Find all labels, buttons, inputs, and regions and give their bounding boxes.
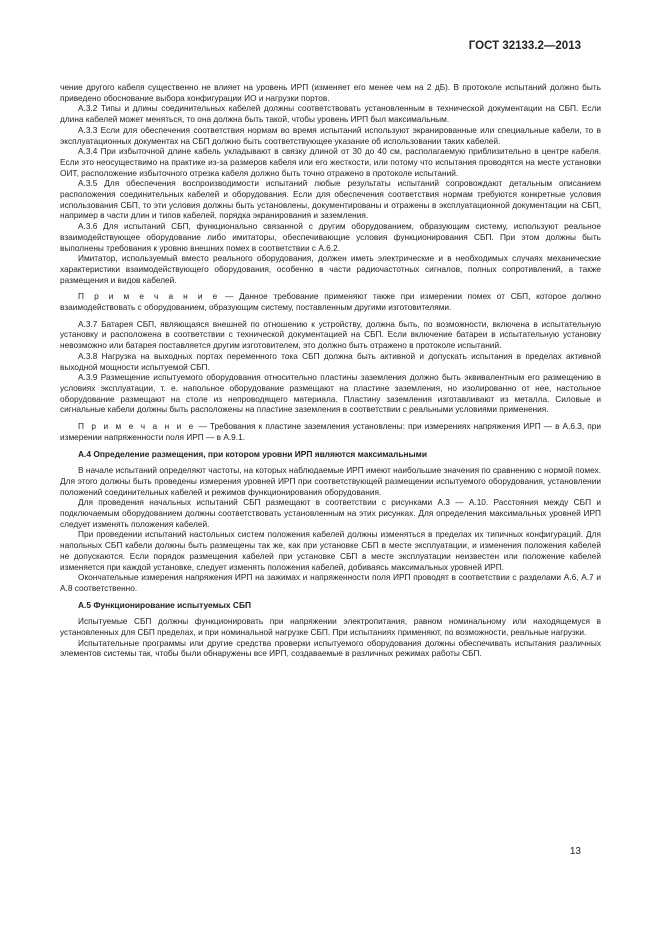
paragraph: В начале испытаний определяют частоты, на которых наблюдаемые ИРП имеют наибольшие значения по сравнению с нормой помех. Для этого должны быть проведены измерения уровней ИРП при соответствующей размещении испытуемого оборудования, установлении положений соединительных кабелей и режимов функционирования оборудования.: [60, 465, 601, 497]
paragraph-a3-5: А.3.5 Для обеспечения воспроизводимости испытаний любые результаты испытаний сопровождают детальным описанием расположения соединительных кабелей и оборудования. Если для обеспечения соответствия нормам требуются конкретные условия использования СБП, то эти условия должны быть установлены, документированы и отражены в эксплуатационной документации на СБП, например в части длин и типов кабелей, порядка экранирования и заземления.: [60, 178, 601, 221]
paragraph: Испытательные программы или другие средства проверки испытуемого оборудования должны обеспечивать испытания различных элементов системы так, чтобы были обнаружены все ИРП, создаваемые в различных режимах работы СБП.: [60, 637, 601, 659]
paragraph-a3-9: А.3.9 Размещение испытуемого оборудования относительно пластины заземления должно быть эквивалентным его размещению в условиях эксплуатации, т. е. напольное оборудование размещают на пластине заземления, но изолированно от нее, настольное оборудование размещают на столе из непроводящего материала. Пластину заземления изготавливают из металла. Силовые и сигнальные кабели должны быть расположены на пластине заземления в соответствии с реальными условиями применения.: [60, 372, 601, 415]
page-content: [60, 82, 601, 659]
paragraph: Для проведения начальных испытаний СБП размещают в соответствии с рисунками А.3 — А.10. Расстояния между СБП и подключаемым оборудованием должны соответствовать установленным на этих рисунках. Для определения максимальных уровней ИРП следует изменять положения кабелей.: [60, 497, 601, 529]
note-2: [60, 421, 601, 442]
page-number: 13: [569, 846, 581, 857]
paragraph-a3-2: А.3.2 Типы и длины соединительных кабелей должны соответствовать установленным в технической документации на СБП. Если длина кабелей может меняться, то она должна быть такой, чтобы уровень ИРП был максимальным.: [60, 103, 601, 125]
note-text: — Данное требование применяют также при измерении помех от СБП, которое должно взаимодействовать с оборудованием, образующим систему, поставленным другими изготовителями.: [60, 291, 601, 313]
note-1: [60, 291, 601, 312]
paragraph: Окончательные измерения напряжения ИРП на зажимах и напряженности поля ИРП проводят в соответствии с разделами А.6, А.7 и А.8 соответственно.: [60, 572, 601, 593]
paragraph-simulator: Имитатор, используемый вместо реального оборудования, должен иметь электрические и в необходимых случаях механические характеристики взаимодействующего оборудования, особенно в части радиочастотных сигналов, полных сопротивлений, а также размещения и видов кабелей.: [60, 253, 601, 285]
paragraph-a3-8: А.3.8 Нагрузка на выходных портах переменного тока СБП должна быть активной и допускать испытания в пределах активной выходной мощности испытуемой СБП.: [60, 350, 601, 372]
paragraph: чение другого кабеля существенно не влияет на уровень ИРП (изменяет его менее чем на 2 дБ). В протоколе испытаний должно быть приведено обоснование выбора конфигурации ИО и нагрузки портов.: [60, 82, 601, 103]
section-heading-a4: А.4 Определение размещения, при котором уровни ИРП являются максимальными: [78, 448, 428, 459]
paragraph-a3-7: А.3.7 Батарея СБП, являющаяся внешней по отношению к устройству, должна быть, по возможности, включена в испытательную установку и расположена в соответствии с технической документацией на СБП. Если включение батареи в испытательную установку невозможно или батарея поставляется другим изготовителем, это должно быть отражено в протоколе испытаний.: [60, 318, 601, 351]
paragraph: Испытуемые СБП должны функционировать при напряжении электропитания, равном номинальному или находящемуся в установленных для СБП пределах, и при номинальной нагрузке СБП. При испытаниях применяют, по возможности, реальные нагрузки.: [60, 616, 601, 638]
paragraph-a3-4: А.3.4 При избыточной длине кабель укладывают в связку длиной от 30 до 40 см, располагаемую приблизительно в центре кабеля. Если это неосуществимо на практике из-за размеров кабеля или его жесткости, или потому что испытания проводятся на месте установки ОИТ, расположение избыточного отрезка кабеля должно быть точно отражено в протоколе испытаний.: [60, 146, 601, 178]
standard-header: ГОСТ 32133.2—2013: [468, 40, 581, 52]
section-heading-a5: А.5 Функционирование испытуемых СБП: [78, 599, 251, 610]
paragraph-a3-6: А.3.6 Для испытаний СБП, функционально связанной с другим оборудованием, образующим систему, используют реальное взаимодействующее оборудование либо имитаторы, обеспечивающие условия функционирования СБП. При этом должны быть выполнены требования к уровню внешних помех в соответствии с А.6.2.: [60, 221, 601, 253]
paragraph-a3-3: А.3.3 Если для обеспечения соответствия нормам во время испытаний используют экранированные или специальные кабели, то в эксплуатационных документах на СБП должно быть соответствующее указание об использовании таких кабелей.: [60, 124, 601, 146]
note-label: П р и м е ч а н и е: [78, 421, 196, 432]
note-text: — Требования к пластине заземления установлены: при измерениях напряжения ИРП — в А.6.3, при измерении напряженности поля ИРП — в А.9.1.: [60, 421, 601, 442]
paragraph: При проведении испытаний настольных систем положения кабелей должны изменяться в пределах их типичных конфигураций. Для напольных СБП кабели должны быть размещены так же, как при установке СБП в месте эксплуатации, и изменения положения кабелей не допускаются. Если порядок размещения кабелей при установке СБП в месте эксплуатации неизвестен или положение кабелей изменяется при каждой установке, следует изменять положения кабелей, добиваясь максимальных уровней ИРП.: [60, 529, 601, 572]
note-label: П р и м е ч а н и е: [78, 291, 220, 302]
